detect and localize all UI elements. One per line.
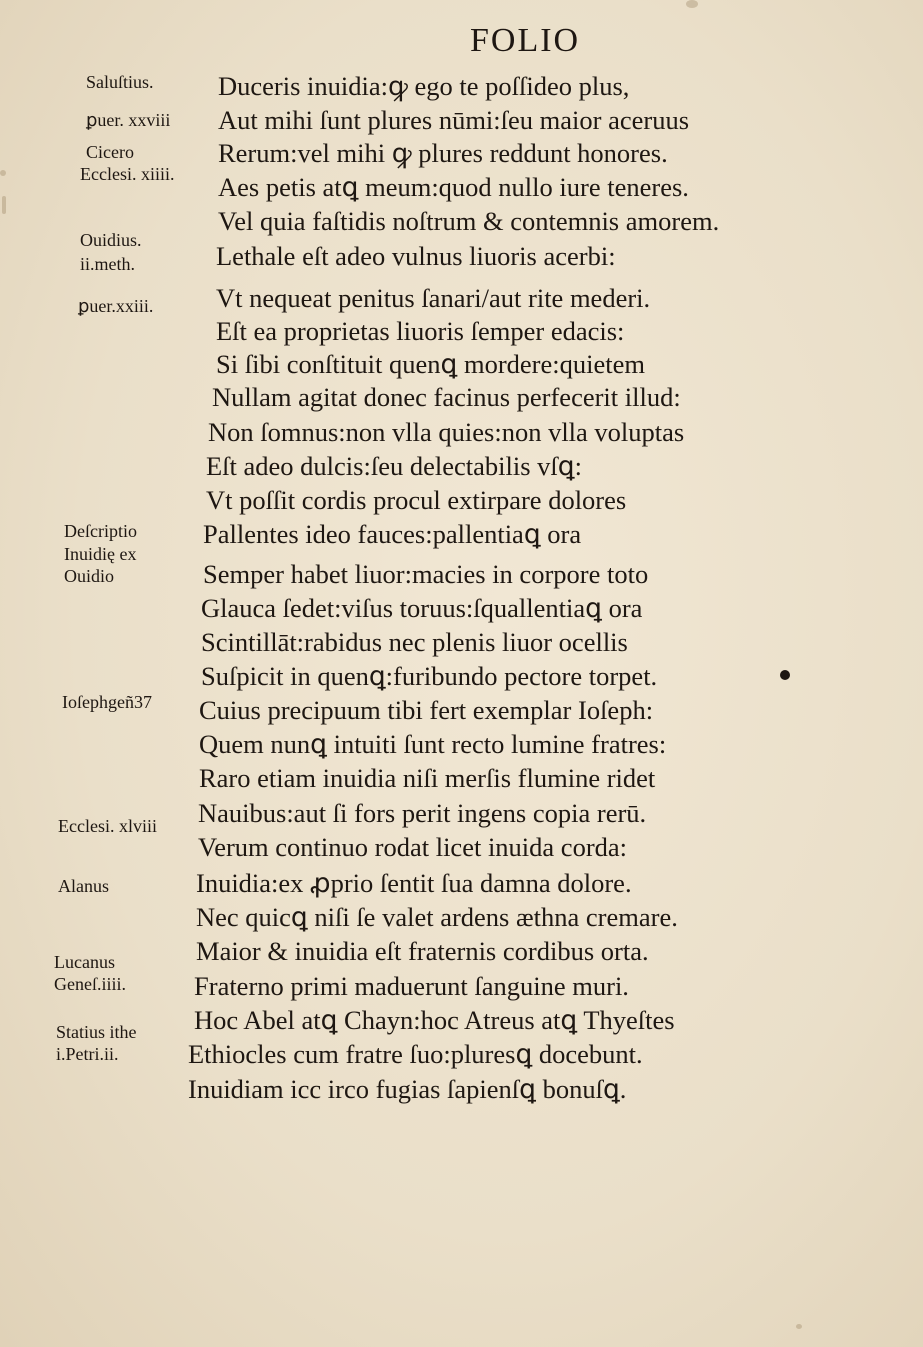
verse-text: Aes petis atꝗ meum:quod nullo iure teneres. bbox=[218, 172, 689, 202]
verse-line-21 bbox=[0, 762, 923, 794]
verse-text: Eſt ea proprietas liuoris ſemper edacis: bbox=[216, 316, 625, 346]
verse-text: Maior & inuidia eſt fraternis cordibus orta. bbox=[196, 936, 649, 966]
verse-text: Raro etiam inuidia niſi merſis flumine ridet bbox=[199, 763, 656, 793]
verse-text: Lethale eſt adeo vulnus liuoris acerbi: bbox=[216, 241, 616, 271]
verse-text: Cuius precipuum tibi fert exemplar Ioſeph: bbox=[199, 695, 654, 725]
verse-text: Non ſomnus:non vlla quies:non vlla voluptas bbox=[208, 417, 685, 447]
verse-text: Vt nequeat penitus ſanari/aut rite mederi. bbox=[216, 283, 651, 313]
verse-text: Nullam agitat donec facinus perfecerit illud: bbox=[212, 382, 681, 412]
verse-text: Pallentes ideo fauces:pallentiaꝗ ora bbox=[203, 519, 582, 549]
verse-text: Glauca ſedet:viſus toruus:ſquallentiaꝗ ora bbox=[201, 593, 643, 623]
verse-line-28 bbox=[0, 1004, 923, 1036]
verse-text: Eſt adeo dulcis:ſeu delectabilis vſꝗ: bbox=[206, 451, 582, 481]
verse-text: Si ſibi conſtituit quenꝗ mordere:quietem bbox=[216, 349, 645, 379]
verse-line-14 bbox=[0, 518, 923, 550]
verse-line-29 bbox=[0, 1038, 923, 1070]
margin-note-descriptio-2: Inuidię ex bbox=[64, 544, 137, 564]
margin-note-eccles-14: Ecclesi. xiiii. bbox=[80, 164, 175, 184]
margin-note-lucanus: Lucanus bbox=[54, 952, 115, 972]
verse-line-11 bbox=[0, 416, 923, 448]
margin-note-eccles-48: Ecclesi. xlviii bbox=[58, 816, 157, 836]
verse-text: Nec quicꝗ niſi ſe valet ardens æthna cremare. bbox=[196, 902, 678, 932]
verse-text: Ethiocles cum fratre ſuo:pluresꝗ docebunt. bbox=[188, 1039, 643, 1069]
margin-note-descriptio-3: Ouidio bbox=[64, 566, 115, 586]
margin-note-statius: Statius ithe bbox=[56, 1022, 137, 1042]
ink-spot-top bbox=[686, 0, 698, 8]
verse-line-12 bbox=[0, 450, 923, 482]
verse-text: Scintillāt:rabidus nec plenis liuor ocellis bbox=[201, 627, 628, 657]
ink-dot-marker bbox=[780, 670, 790, 680]
verse-text: Inuidiam icc irco fugias ſapienſꝗ bonuſꝗ. bbox=[188, 1074, 627, 1104]
verse-text: Inuidia:ex ꝓprio ſentit ſua damna dolore. bbox=[196, 868, 632, 898]
verse-text: Duceris inuidia:ꝙ ego te poſſideo plus, bbox=[218, 71, 630, 101]
margin-note-ioseph: Ioſephgeñ37 bbox=[62, 692, 152, 712]
verse-line-15 bbox=[0, 558, 923, 590]
verse-line-16 bbox=[0, 592, 923, 624]
verse-line-26 bbox=[0, 935, 923, 967]
margin-note-ovidius: Ouidius. bbox=[80, 230, 142, 250]
verse-line-10 bbox=[0, 381, 923, 413]
page-header-folio: FOLIO bbox=[470, 22, 581, 59]
verse-text: Quem nunꝗ intuiti ſunt recto lumine fratres: bbox=[199, 729, 667, 759]
verse-line-20 bbox=[0, 728, 923, 760]
margin-note-descriptio-1: Deſcriptio bbox=[64, 521, 137, 541]
verse-text: Vel quia faſtidis noſtrum & contemnis amorem. bbox=[218, 206, 720, 236]
verse-text: Semper habet liuor:macies in corpore toto bbox=[203, 559, 649, 589]
margin-note-genes-4: Geneſ.iiii. bbox=[54, 974, 126, 994]
verse-text: Suſpicit in quenꝗ:furibundo pectore torpet. bbox=[201, 661, 658, 691]
verse-line-8 bbox=[0, 315, 923, 347]
margin-note-puer-28: ꝑuer. xxviii bbox=[86, 110, 171, 130]
ink-speck-bottom bbox=[796, 1324, 802, 1329]
margin-note-salustius: Saluſtius. bbox=[86, 72, 154, 92]
margin-note-metam-2: ii.meth. bbox=[80, 254, 135, 274]
margin-note-puer-23: ꝑuer.xxiii. bbox=[78, 296, 154, 316]
verse-line-25 bbox=[0, 901, 923, 933]
margin-note-cicero: Cicero bbox=[86, 142, 134, 162]
verse-line-13 bbox=[0, 484, 923, 516]
verse-text: Nauibus:aut ſi fors perit ingens copia rerū. bbox=[198, 798, 647, 828]
verse-line-24 bbox=[0, 867, 923, 899]
verse-text: Rerum:vel mihi ꝙ plures reddunt honores. bbox=[218, 138, 668, 168]
verse-line-27 bbox=[0, 970, 923, 1002]
verse-text: Fraterno primi maduerunt ſanguine muri. bbox=[194, 971, 629, 1001]
verse-line-30 bbox=[0, 1073, 923, 1105]
verse-line-17 bbox=[0, 626, 923, 658]
verse-text: Aut mihi ſunt plures nūmi:ſeu maior aceruus bbox=[218, 105, 690, 135]
verse-text: Hoc Abel atꝗ Chayn:hoc Atreus atꝗ Thyeſtes bbox=[194, 1005, 675, 1035]
verse-text: Vt poſſit cordis procul extirpare dolores bbox=[206, 485, 627, 515]
verse-line-9 bbox=[0, 348, 923, 380]
margin-note-alanus: Alanus bbox=[58, 876, 109, 896]
margin-note-petri-2: i.Petri.ii. bbox=[56, 1044, 119, 1064]
verse-text: Verum continuo rodat licet inuida corda: bbox=[198, 832, 628, 862]
